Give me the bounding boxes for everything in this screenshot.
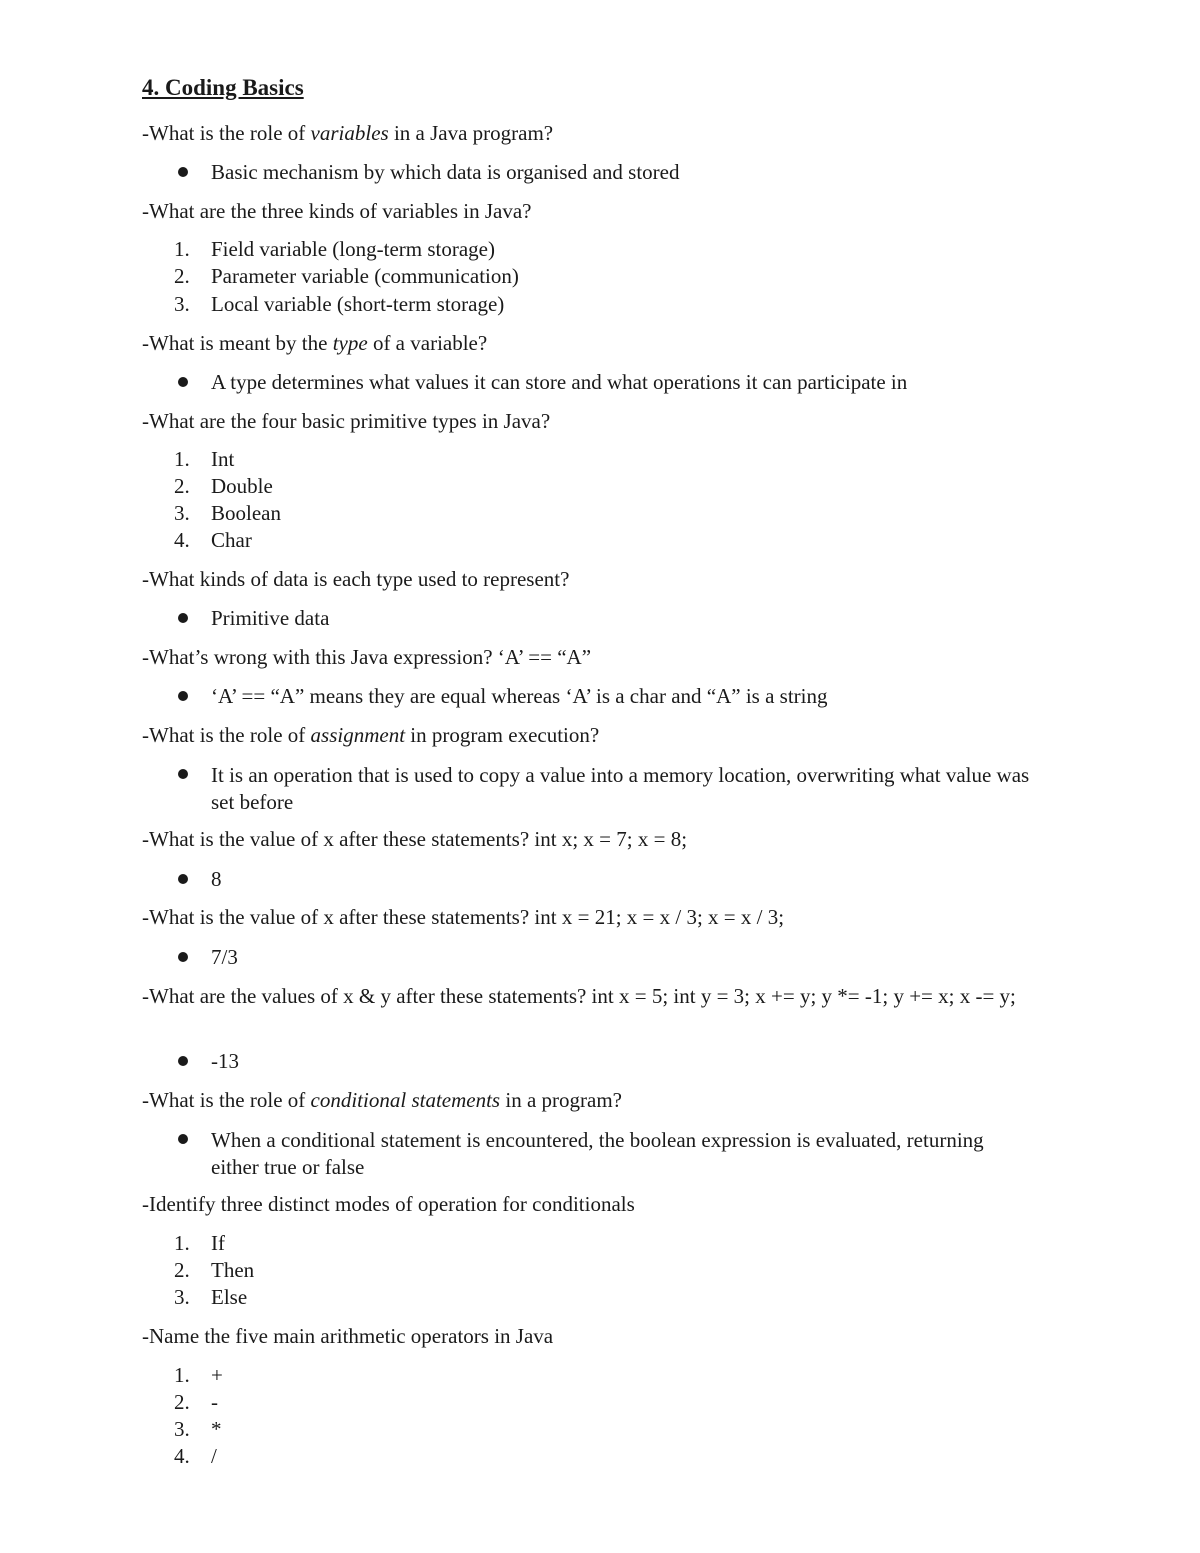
question: -What is the value of x after these statements? int x; x = 7; x = 8; [142,827,688,851]
list-item: Then [211,1258,255,1282]
list-number: 2. [174,1390,190,1414]
list-item: Char [211,528,252,552]
list-item: Else [211,1285,248,1309]
list-number: 3. [174,292,190,316]
question: -What are the four basic primitive types in Java? [142,409,551,433]
list-item: Parameter variable (communication) [211,264,519,288]
answer-bullet: ‘A’ == “A” means they are equal whereas ‘A’ is a char and “A” is a string [211,684,828,708]
answer-bullet: Basic mechanism by which data is organised and stored [211,160,680,184]
list-item: Boolean [211,501,281,525]
bullet-icon [178,613,188,623]
list-number: 1. [174,1363,190,1387]
question: -What is the role of conditional statements in a program? [142,1088,622,1112]
list-item: Field variable (long-term storage) [211,237,495,261]
question: -Identify three distinct modes of operation for conditionals [142,1192,635,1216]
question: -What is the role of assignment in program execution? [142,723,600,747]
question: -What kinds of data is each type used to represent? [142,567,570,591]
bullet-icon [178,874,188,884]
page-title: 4. Coding Basics [142,75,304,100]
list-number: 4. [174,1444,190,1468]
list-item: * [211,1417,222,1441]
bullet-icon [178,1134,188,1144]
bullet-icon [178,769,188,779]
question: -What are the three kinds of variables in Java? [142,199,532,223]
list-item: + [211,1363,223,1387]
answer-bullet: Primitive data [211,606,330,630]
list-item: - [211,1390,218,1414]
question: -What is the value of x after these statements? int x = 21; x = x / 3; x = x / 3; [142,905,785,929]
question: -Name the five main arithmetic operators in Java [142,1324,554,1348]
list-item: Int [211,447,235,471]
list-number: 2. [174,264,190,288]
list-number: 2. [174,1258,190,1282]
bullet-icon [178,691,188,701]
list-number: 3. [174,501,190,525]
list-item: Double [211,474,273,498]
answer-bullet: It is an operation that is used to copy a value into a memory location, overwriting what value was set before [211,763,1030,814]
question: -What are the values of x & y after these statements? int x = 5; int y = 3; x += y; y *= -1; y += x; x -= y; [142,984,1016,1008]
question: -What is meant by the type of a variable? [142,331,488,355]
question: -What is the role of variables in a Java program? [142,121,554,145]
list-number: 1. [174,237,190,261]
list-item: / [211,1444,217,1468]
question: -What’s wrong with this Java expression? ‘A’ == “A” [142,645,592,669]
list-number: 3. [174,1417,190,1441]
bullet-icon [178,167,188,177]
list-number: 4. [174,528,190,552]
list-number: 3. [174,1285,190,1309]
list-item: If [211,1231,225,1255]
list-number: 1. [174,1231,190,1255]
answer-bullet: 8 [211,867,222,891]
answer-bullet: A type determines what values it can store and what operations it can participate in [211,370,908,394]
answer-bullet: When a conditional statement is encountered, the boolean expression is evaluated, returning either true or false [211,1128,984,1179]
bullet-icon [178,952,188,962]
answer-bullet: -13 [211,1049,239,1073]
bullet-icon [178,377,188,387]
list-number: 2. [174,474,190,498]
answer-bullet: 7/3 [211,945,238,969]
list-item: Local variable (short-term storage) [211,292,505,316]
list-number: 1. [174,447,190,471]
bullet-icon [178,1056,188,1066]
